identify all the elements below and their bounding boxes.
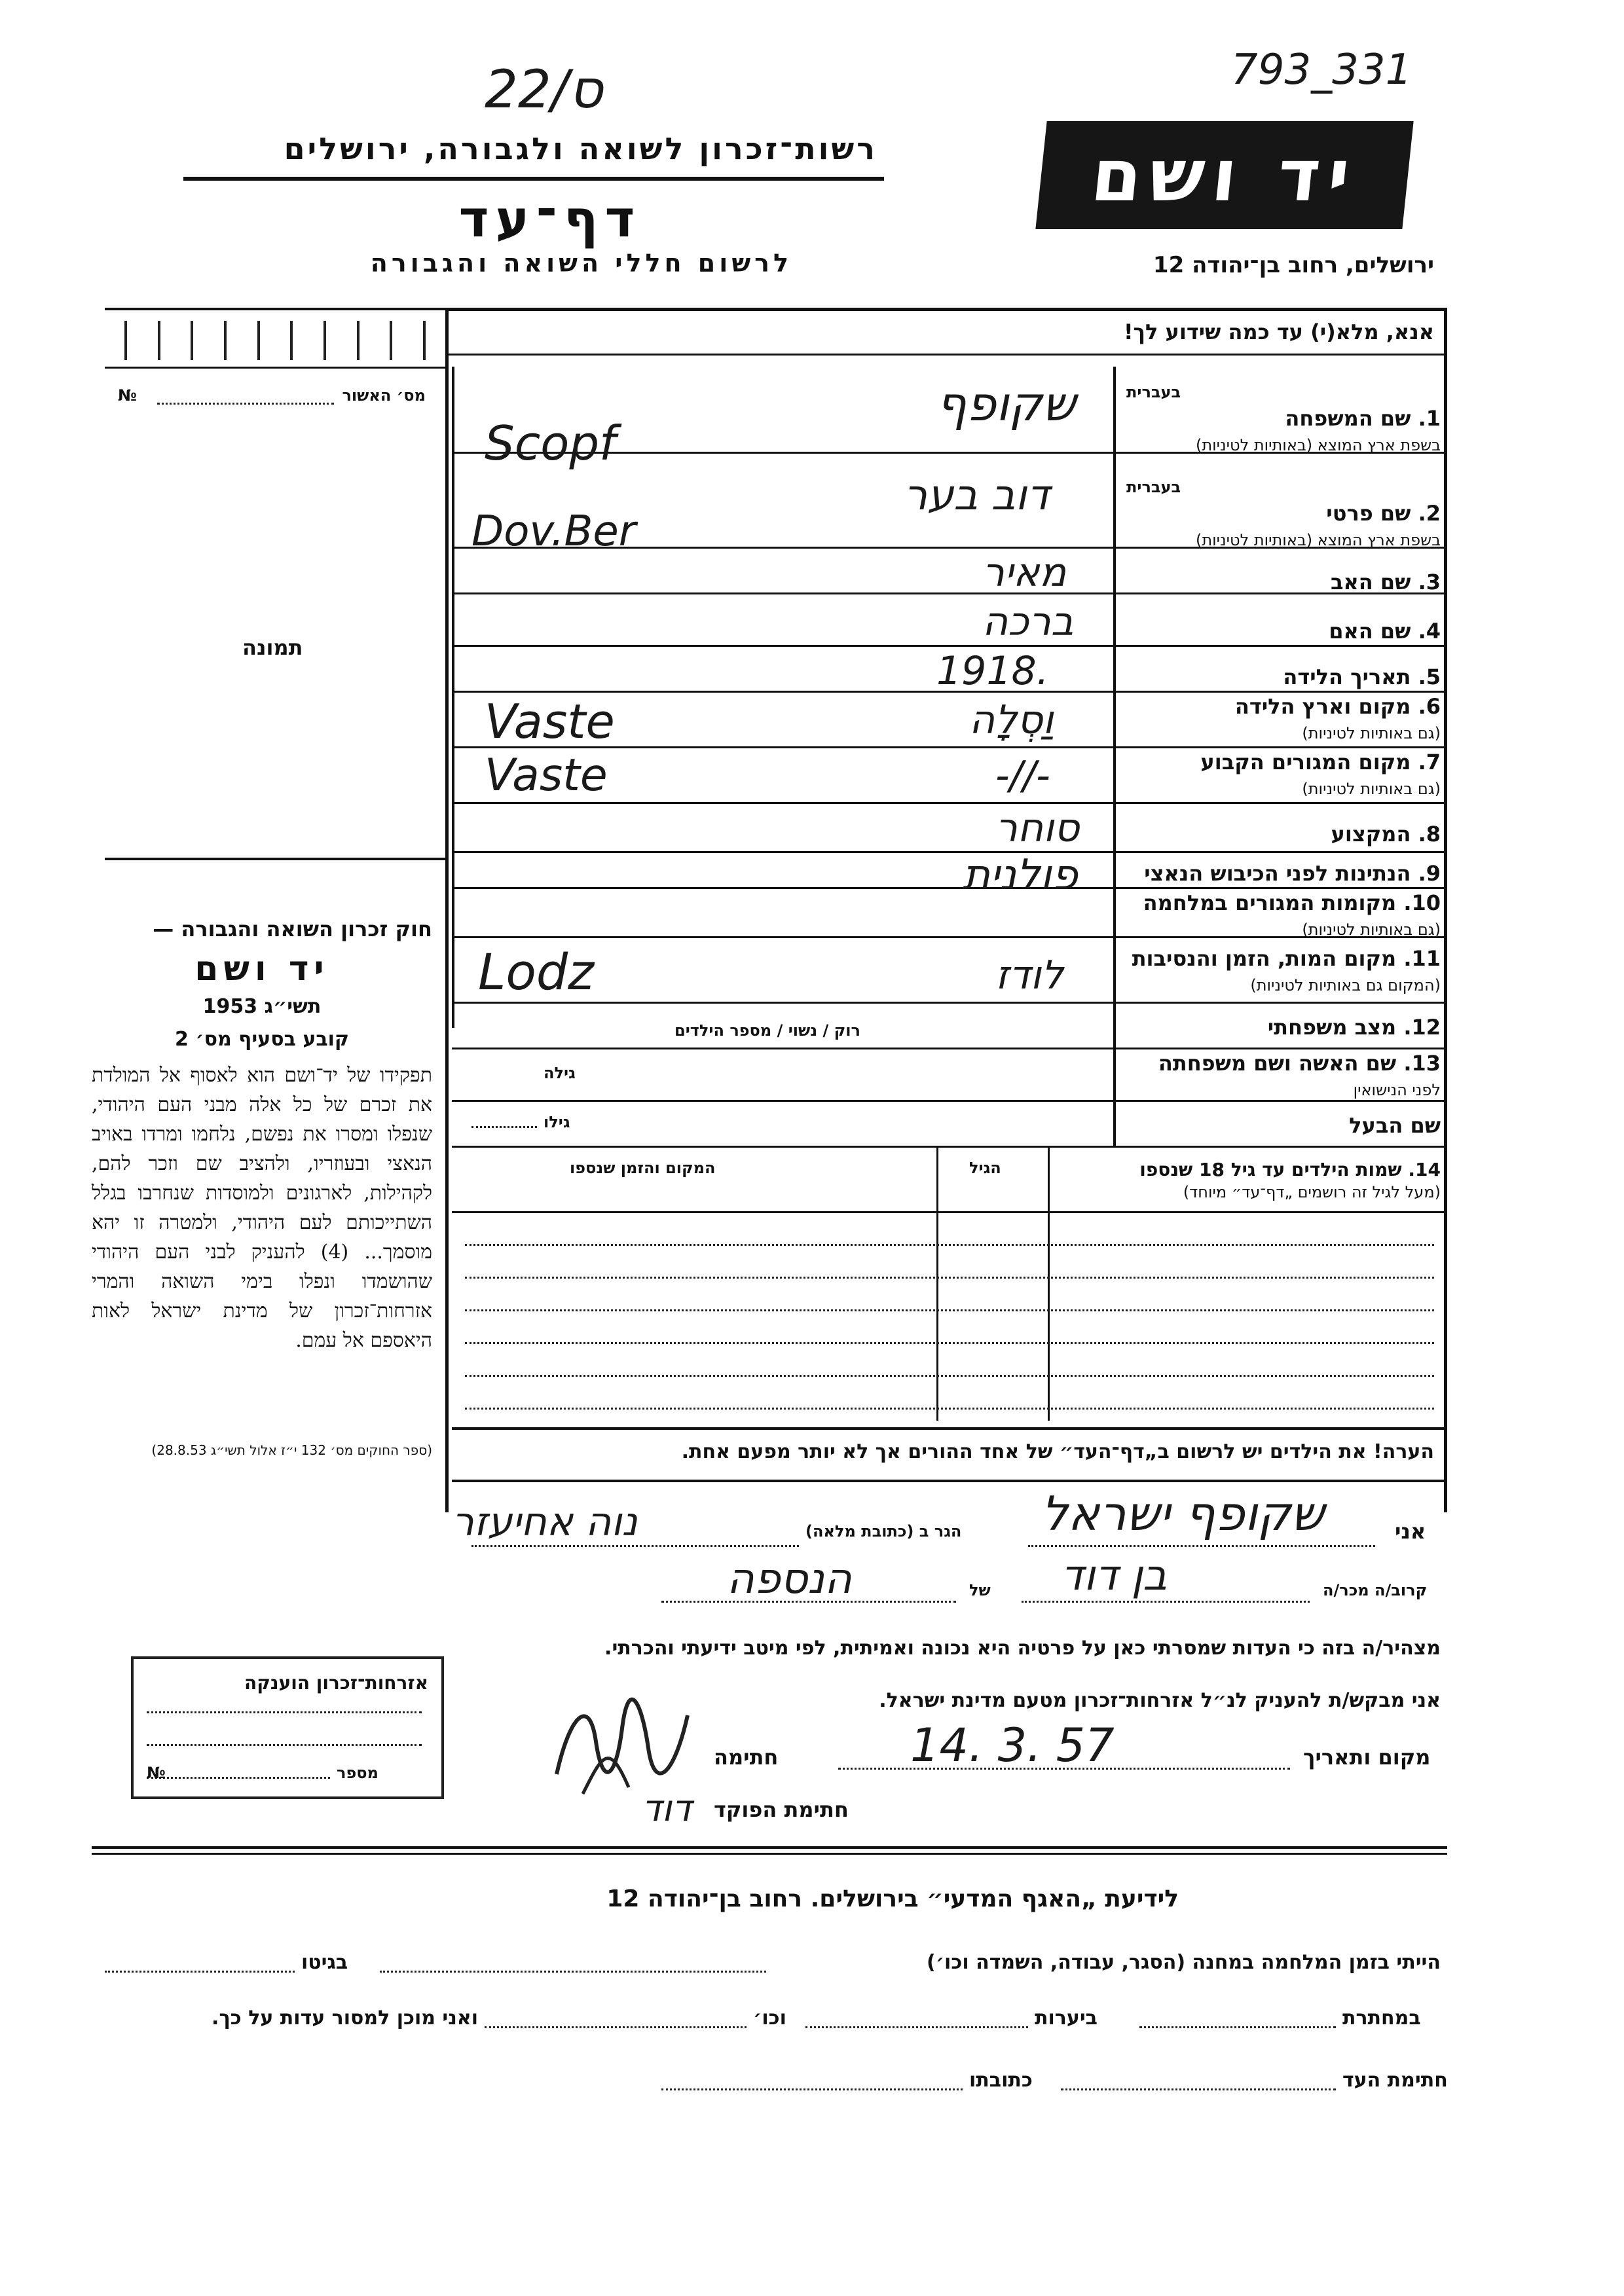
col-age: הגיל bbox=[969, 1159, 1001, 1177]
approval-boxes bbox=[124, 321, 426, 360]
father-name: מאיר bbox=[982, 550, 1067, 596]
yad-vashem-logo: יד ושם bbox=[1035, 121, 1413, 229]
mother-name: ברכה bbox=[982, 599, 1074, 645]
relation-label: קרוב/ה מכר/ה bbox=[1323, 1581, 1428, 1599]
death-place-latin: Lodz bbox=[478, 943, 594, 1001]
declarant-name: שקופף ישראל bbox=[1041, 1486, 1325, 1541]
residence-hebrew: -//- bbox=[995, 753, 1050, 799]
lang-hebrew-2: בעברית bbox=[1126, 478, 1181, 496]
field-8-label: 8. המקצוע bbox=[1331, 822, 1441, 847]
bottom-title: לידיעת „האגף המדעי״ בירושלים. רחוב בן־יהודה 12 bbox=[606, 1886, 1179, 1912]
signature-label: חתימה bbox=[714, 1745, 779, 1770]
col-place-time: המקום והזמן שנספו bbox=[570, 1159, 716, 1177]
profession: סוחר bbox=[995, 805, 1080, 851]
field-2-label: 2. שם פרטי בשפת ארץ המוצא (באותיות לטיניות) bbox=[1196, 501, 1441, 549]
file-number: 793_331 bbox=[1231, 46, 1412, 94]
birth-place-hebrew: וַסְלָה bbox=[969, 697, 1054, 743]
field-10-label: 10. מקומות המגורים במלחמה (גם באותיות לטיניות) bbox=[1143, 890, 1441, 939]
declaration-request: אני מבקש/ת להעניק לנ״ל אזרחות־זכרון מטעם מדינת ישראל. bbox=[879, 1689, 1441, 1712]
law-reference: (ספר החוקים מס׳ 132 י״ז אלול תשי״ג 28.8.53) bbox=[151, 1442, 432, 1458]
date-value: 14. 3. 57 bbox=[910, 1719, 1115, 1772]
bottom-line1-ghetto: בגיטו bbox=[301, 1951, 348, 1974]
surname-hebrew: שקופף bbox=[936, 376, 1076, 431]
surname-latin: Scopf bbox=[485, 416, 616, 471]
citizenship-box bbox=[131, 1656, 444, 1799]
of-value: הנספה bbox=[727, 1555, 852, 1603]
age-label-husband: גילו bbox=[544, 1113, 570, 1131]
declaration-truth: מצהיר/ה בזה כי העדות שמסרתי כאן על פרטיה היא נכונה ואמיתית, לפי מיטב ידיעתי והכרתי. bbox=[604, 1637, 1441, 1660]
field-9-label: 9. הנתינות לפני הכיבוש הנאצי bbox=[1144, 861, 1441, 886]
field-3-label: 3. שם האב bbox=[1330, 570, 1441, 594]
age-label-wife: גילה bbox=[544, 1064, 576, 1082]
field-7-label: 7. מקום המגורים הקבוע (גם באותיות לטיניות) bbox=[1200, 750, 1441, 798]
law-section: קובע בסעיף מס׳ 2 bbox=[174, 1028, 350, 1051]
photo-label: תמונה bbox=[242, 635, 303, 660]
bottom-line2-forests: ביערות bbox=[1035, 2007, 1098, 2030]
field-11-label: 11. מקום המות, הזמן והנסיבות (המקום גם באותיות לטיניות) bbox=[1132, 946, 1441, 994]
declarant-address: נוה אחיעזר bbox=[452, 1499, 638, 1545]
approval-no-label: מס׳ האשור bbox=[342, 386, 426, 405]
law-heading: חוק זכרון השואה והגבורה — bbox=[153, 917, 432, 941]
resides-label: הגר ב (כתובת מלאה) bbox=[805, 1522, 962, 1540]
bottom-line1-camp: הייתי בזמן המלחמה במחנה (הסגר, עבודה, השמדה וכו׳) bbox=[927, 1951, 1441, 1974]
field-4-label: 4. שם האם bbox=[1329, 619, 1441, 644]
field-1-label: 1. שם המשפחה בשפת ארץ המוצא (באותיות לטיניות) bbox=[1196, 406, 1441, 454]
first-name-hebrew: דוב בער bbox=[904, 471, 1050, 520]
authority-title: רשות־זכרון לשואה ולגבורה, ירושלים bbox=[284, 131, 877, 166]
lang-hebrew-1: בעברית bbox=[1126, 383, 1181, 401]
note: הערה! את הילדים יש לרשום ב„דף־העד״ של אחד ההורים אך לא יותר מפעם אחת. bbox=[681, 1440, 1434, 1463]
field-5-label: 5. תאריך הלידה bbox=[1283, 665, 1441, 689]
law-name: יד ושם bbox=[194, 949, 329, 989]
field-12-label: 12. מצב משפחתי bbox=[1267, 1015, 1441, 1040]
law-year: תשי״ג 1953 bbox=[202, 995, 322, 1018]
bottom-line3-witness-signature: חתימת העד bbox=[1342, 2069, 1448, 2092]
relation-value: בן דוד bbox=[1061, 1552, 1168, 1600]
birth-date: 1918. bbox=[936, 648, 1049, 694]
nationality: פולנית bbox=[963, 851, 1078, 900]
citizenship-box-title: אזרחות־זכרון הוענקה bbox=[244, 1672, 428, 1694]
field-6-label: 6. מקום וארץ הלידה (גם באותיות לטיניות) bbox=[1234, 694, 1441, 742]
death-place-hebrew: לודז bbox=[995, 953, 1063, 998]
bottom-line2-testimony: ואני מוכן למסור עדות על כך. bbox=[212, 2007, 478, 2030]
place-date-label: מקום ותאריך bbox=[1303, 1745, 1431, 1770]
law-body: תפקידו של יד־ושם הוא לאסוף אל המולדת את זכרם של כל אלה מבני העם היהודי, שנפלו ומסרו את נפשם, נלחמו ומרדו באויב הנאצי ובעוזריו, ולהציב שם וזכר להם, לקהילות, לארגונים ולמוסדות שנחרבו בגלל השתייכותם לעם היהודי, ולמטרה זו יהא מוסמך... (4) להעניק לבני העם היהודי שהושמדו ונפלו בימי השואה והמרי אזרחות־זכרון של מדינת ישראל לאות היאספם אל עמם. bbox=[92, 1064, 432, 1352]
children-label: 14. שמות הילדים עד גיל 18 שנספו (מעל לגיל זה רושמים „דף־עד״ מיוחד) bbox=[1139, 1159, 1441, 1201]
of-label: של bbox=[969, 1581, 991, 1599]
field-13-label: 13. שם האשה ושם משפחתה לפני הנישואין bbox=[1158, 1051, 1441, 1099]
bottom-line3-address: כתובתו bbox=[969, 2069, 1033, 2092]
number-label: מספר bbox=[337, 1764, 378, 1782]
box-no-sign: № bbox=[147, 1764, 166, 1782]
officer-signature-value: דוד bbox=[642, 1787, 692, 1830]
handwritten-reference: 22/ס bbox=[485, 59, 603, 120]
bottom-line2-underground: במחתרת bbox=[1342, 2007, 1421, 2030]
form-subtitle: לרשום חללי השואה והגבורה bbox=[370, 249, 792, 278]
husband-name-label: שם הבעל bbox=[1349, 1113, 1441, 1138]
declarant-prefix: אני bbox=[1395, 1519, 1426, 1544]
address: ירושלים, רחוב בן־יהודה 12 bbox=[1153, 252, 1434, 278]
residence-latin: Vaste bbox=[485, 750, 608, 801]
bottom-line2-etc: וכו׳ bbox=[753, 2007, 786, 2030]
marital-options: רוק / נשוי / מספר הילדים bbox=[674, 1021, 860, 1040]
birth-place-latin: Vaste bbox=[485, 694, 615, 749]
request-line: אנא, מלא(י) עד כמה שידוע לך! bbox=[1123, 319, 1434, 344]
first-name-latin: Dov.Ber bbox=[471, 507, 637, 556]
no-sign: № bbox=[118, 386, 137, 405]
officer-signature-label: חתימת הפוקד bbox=[714, 1797, 849, 1822]
form-title: דף־עד bbox=[458, 190, 642, 249]
